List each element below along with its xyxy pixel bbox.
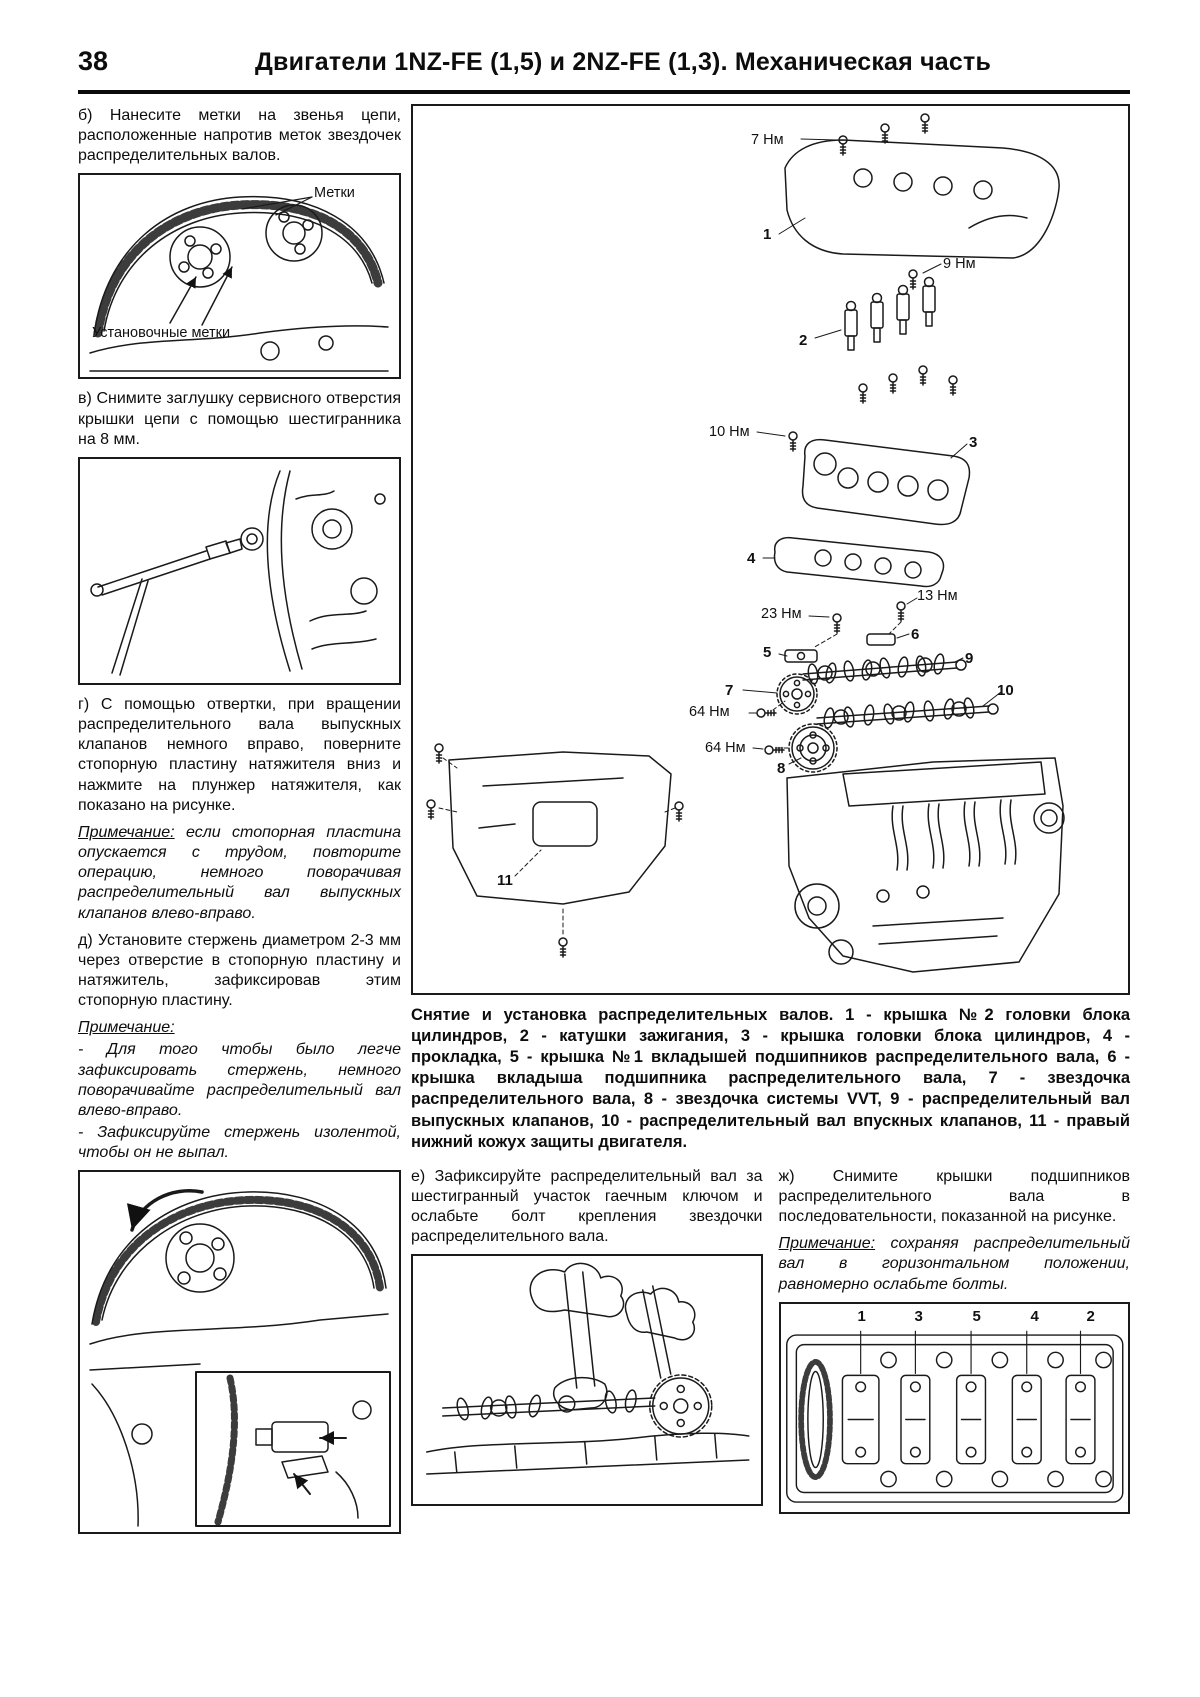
part-number-3: 3: [969, 434, 978, 451]
step-e-text: е) Зафиксируйте распределительный вал за шестигранный участок гаечным ключом и ослабьте болт крепления звездочки распределительного вала.: [411, 1167, 763, 1246]
note-2-label-line: [78, 1018, 401, 1038]
part-number-4: 4: [747, 550, 756, 567]
figure-chain-tensioner: [78, 1170, 401, 1534]
hex-plug-illustration: [80, 459, 399, 683]
label-set-marks: Установочные метки: [92, 325, 231, 342]
chain-tensioner-illustration: [80, 1172, 399, 1532]
part-number-8: 8: [777, 760, 786, 777]
torque-label-7nm: 7 Нм: [751, 132, 784, 148]
cap-seq-1: 1: [857, 1307, 866, 1325]
torque-label-10nm: 10 Нм: [709, 424, 750, 440]
page-header: [78, 46, 1130, 77]
step-zh-text: ж) Снимите крышки подшипников распределительного вала в последовательности, показанной на рисунке.: [778, 1167, 1130, 1226]
note-1: [78, 823, 401, 924]
label-marks: Метки: [314, 185, 355, 202]
bearing-caps-illustration: [781, 1304, 1129, 1512]
note-1-label: Примечание:: [78, 823, 175, 841]
camshaft-holding-illustration: [413, 1256, 761, 1504]
figure-hex-plug: [78, 457, 401, 685]
note-3-text: сохраняя распределительный вал в горизонтальном положении, равномерно ослабьте болты.: [778, 1235, 1130, 1293]
page-title: Двигатели 1NZ-FE (1,5) и 2NZ-FE (1,3). Механическая часть: [255, 48, 992, 76]
part-number-5: 5: [763, 644, 772, 661]
part-number-7: 7: [725, 682, 734, 699]
right-column: [411, 104, 1130, 1524]
part-number-6: 6: [911, 626, 920, 643]
note-1-text: если стопорная пластина опускается с трудом, повторите операцию, немного поворачивая распределительный вал выпускных клапанов влево-вправо.: [78, 823, 401, 922]
cap-seq-4: 4: [1030, 1307, 1039, 1325]
figure-camshaft-holding: [411, 1254, 763, 1506]
torque-label-13nm: 13 Нм: [917, 588, 958, 604]
bottom-column-zh: [779, 1165, 1131, 1524]
torque-label-23nm: 23 Нм: [761, 606, 802, 622]
figure-exploded-diagram: [411, 104, 1130, 995]
step-v-text: в) Снимите заглушку сервисного отверстия крышки цепи с помощью шестигранника на 8 мм.: [78, 390, 401, 448]
left-column: [78, 104, 401, 1544]
torque-label-64nm-a: 64 Нм: [689, 704, 730, 720]
torque-label-9nm: 9 Нм: [943, 256, 976, 272]
page-number: 38: [78, 46, 109, 76]
note-3: [779, 1234, 1131, 1294]
part-number-1: 1: [763, 226, 772, 243]
part-number-2: 2: [799, 332, 808, 349]
torque-label-64nm-b: 64 Нм: [705, 740, 746, 756]
part-number-10: 10: [997, 682, 1014, 699]
header-rule: [78, 90, 1130, 94]
bottom-column-e: [411, 1165, 763, 1524]
part-number-11: 11: [497, 872, 513, 889]
note-2-item-1: - Для того чтобы было легче зафиксировать стержень, немного поворачивайте распределительный вал влево-вправо.: [78, 1041, 401, 1119]
bottom-columns: [411, 1165, 1130, 1524]
cap-seq-3: 3: [914, 1307, 923, 1325]
diagram-caption: Снятие и установка распределительных валов. 1 - крышка №2 головки блока цилиндров, 2 - катушки зажигания, 3 - крышка головки блока цилиндров, 4 - прокладка, 5 - крышка №1 вкладышей подшипников распределительного вала, 6 - крышка вкладыша подшипника распределительного вала, 7 - звездочка распределительного вала, 8 - звездочка системы VVT, 9 - распределительный вал выпускных клапанов, 10 - распределительный вал впускных клапанов, 11 - правый нижний кожух защиты двигателя.: [411, 1006, 1130, 1151]
cap-seq-5: 5: [972, 1307, 981, 1325]
note-2-item-2: - Зафиксируйте стержень изолентой, чтобы он не выпал.: [78, 1124, 401, 1162]
cap-seq-2: 2: [1086, 1307, 1095, 1325]
note-2-label: Примечание:: [78, 1019, 175, 1037]
step-g-text: г) С помощью отвертки, при вращении распределительного вала выпускных клапанов немного вправо, поверните стопорную пластину натяжителя вниз и нажмите на плунжер натяжителя, как показано на рисунке.: [78, 695, 401, 814]
note-3-label: Примечание:: [778, 1235, 876, 1253]
step-d-text: д) Установите стержень диаметром 2-3 мм через отверстие в стопорную пластину и натяжитель, зафиксировав этим стопорную пластину.: [78, 931, 401, 1010]
figure-chain-marks: [78, 173, 401, 379]
figure-bearing-caps: [779, 1302, 1131, 1514]
chain-marks-illustration: [80, 175, 399, 377]
step-b-text: б) Нанесите метки на звенья цепи, расположенные напротив меток звездочек распределительных валов.: [78, 107, 401, 165]
part-number-9: 9: [965, 650, 974, 667]
